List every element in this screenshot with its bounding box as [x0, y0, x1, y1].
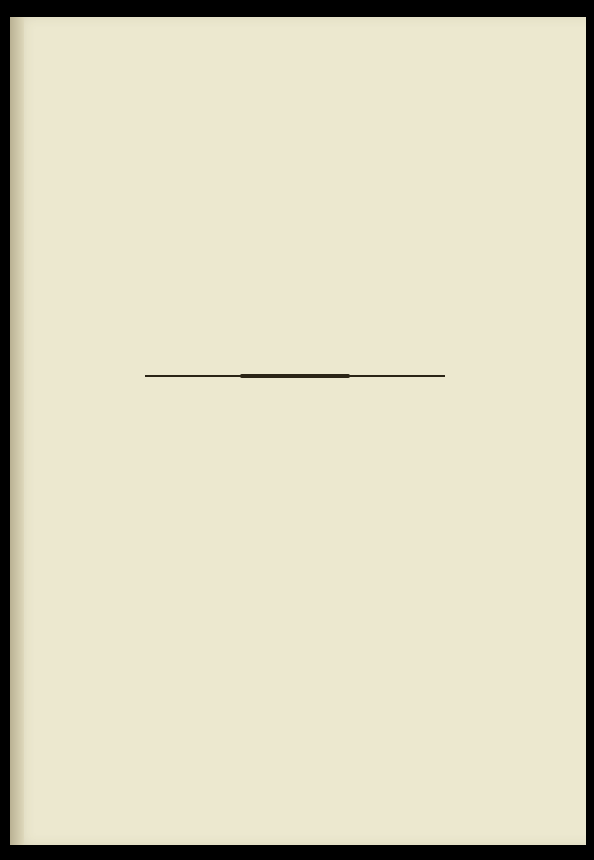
page-gutter	[10, 17, 24, 845]
section-divider	[145, 375, 445, 377]
page-header	[10, 75, 586, 105]
book-page	[10, 17, 586, 845]
